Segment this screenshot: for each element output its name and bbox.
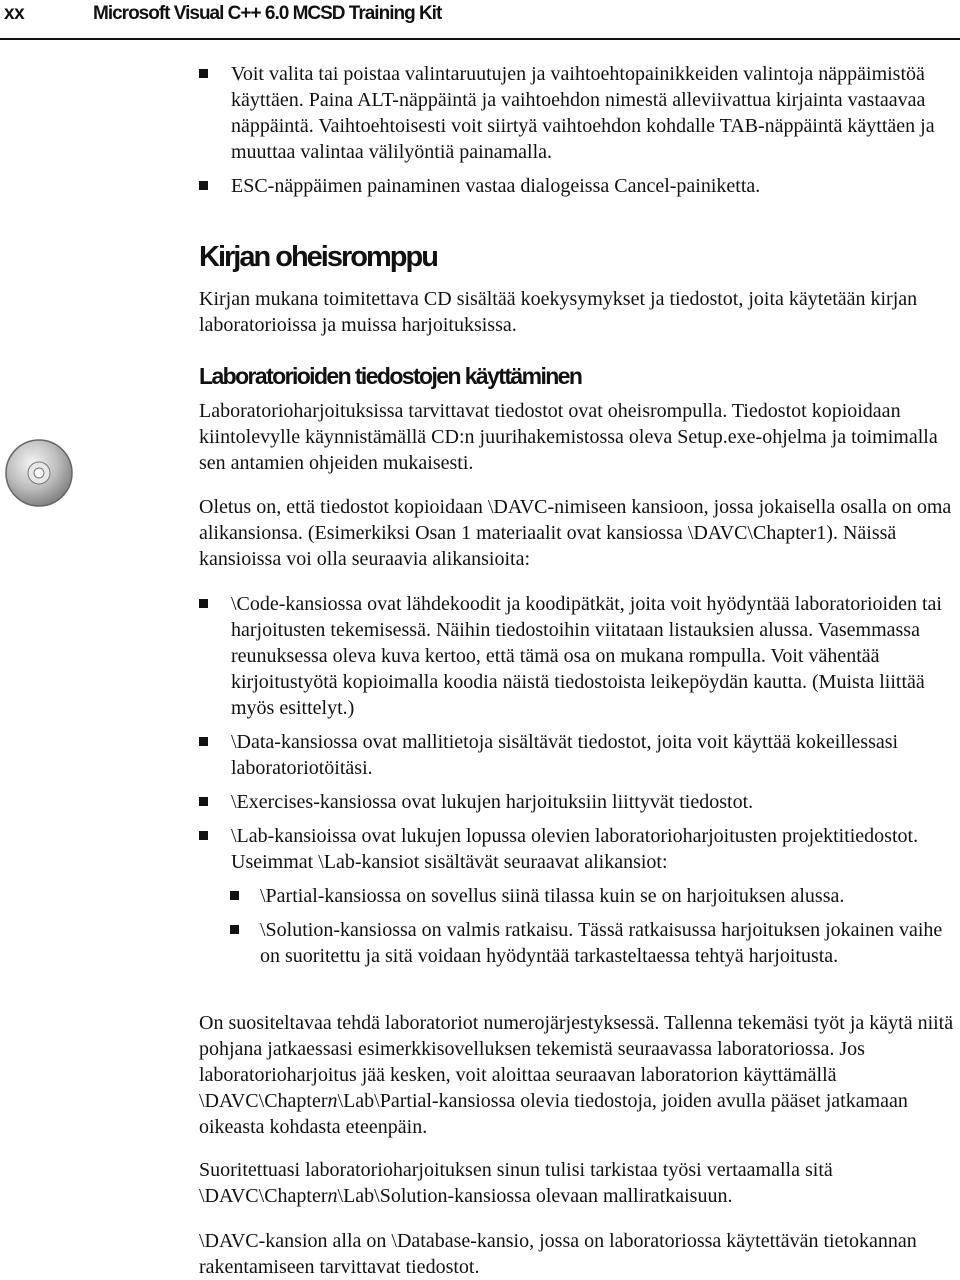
section-heading: Kirjan oheisromppu [199,241,437,273]
list-item-text: Voit valita tai poistaa valintaruutujen ja vaihtoehtopainikkeiden valintoja näppäimistöä käyttäen. Paina ALT-näppäintä ja vaihtoehdon nimestä alleviivattua kirjainta vastaavaa näppäintä. Vaihtoehtoisesti voit siirtyä vaihtoehdon kohdalle TAB-näppäintä käyttäen ja muuttaa valintaa välilyöntiä painamalla. [231,63,935,163]
list-item [199,789,959,815]
paragraph-database-folder: \DAVC-kansion alla on \Database-kansio, jossa on laboratoriossa käytettävän tietokannan rakentamiseen tarvittavat tiedostot. [199,1230,917,1278]
bullet-square-icon [199,797,208,806]
book-title: Microsoft Visual C++ 6.0 MCSD Training Kit [93,3,442,24]
sub-list-item-text: \Partial-kansiossa on sovellus siinä tilassa kuin se on harjoituksen alussa. [260,885,845,907]
folder-bullet-list [199,591,959,969]
list-item-text: \Code-kansiossa ovat lähdekoodit ja koodipätkät, joita voit hyödyntää laboratorioiden tai harjoitusten tekemisessä. Näihin tiedostoihin viitataan listauksien alussa. Vasemmassa reunuksessa oleva kuva kertoo, että tämä osa on mukana rompulla. Voit vähentää kirjoitustyötä kopioimalla koodia näistä tiedostoista leikepöydän kautta. (Muista liittää myös esittelyt.) [231,593,942,719]
intro-bullet-list [199,61,959,199]
list-item [199,729,959,781]
paragraph-compare-solution: Suoritettuasi laboratorioharjoituksen sinun tulisi tarkistaa työsi vertaamalla sitä \DAVC\Chaptern\Lab\Solution-kansiossa olevaan malliratkaisuun. [199,1159,833,1207]
cd-icon [4,438,74,508]
bullet-square-icon [199,599,208,608]
sub-list-item [199,883,959,909]
sub-list-item-text: \Solution-kansiossa on valmis ratkaisu. Tässä ratkaisussa harjoituksen jokainen vaihe on suoritettu ja sitä voidaan hyödyntää tarkasteltaessa tehtyä harjoitusta. [260,919,943,967]
page-header [0,0,960,40]
list-item [199,61,959,165]
paragraph-lab-order: On suositeltavaa tehdä laboratoriot numerojärjestyksessä. Tallenna tekemäsi työt ja käytä niitä pohjana jatkaessasi esimerkkisovelluksen tekemistä seuraavassa laboratoriossa. Jos laboratorioharjoitus jää kesken, voit aloittaa seuraavan laboratorion käyttämällä \DAVC\Chaptern\Lab\Partial-kansiossa olevia tiedostoja, joiden avulla pääset jatkamaan oikeasta kohdasta eteenpäin. [199,1012,954,1138]
list-item-text: ESC-näppäimen painaminen vastaa dialogeissa Cancel-painiketta. [231,175,761,197]
bullet-square-icon [230,925,239,934]
page-number: xx [4,3,25,24]
list-item-text: \Exercises-kansiossa ovat lukujen harjoituksiin liittyvät tiedostot. [231,791,754,813]
list-item-text: \Data-kansiossa ovat mallitietoja sisältävät tiedostot, joita voit käyttää kokeillessasi laboratoriotöitäsi. [231,731,899,779]
list-item-text: \Lab-kansioissa ovat lukujen lopussa olevien laboratorioharjoitusten projektitiedostot. Useimmat \Lab-kansiot sisältävät seuraavat alikansiot: [231,825,919,873]
sub-list-item [199,917,959,969]
bullet-square-icon [199,181,208,190]
bullet-square-icon [199,737,208,746]
paragraph-default-folder: Oletus on, että tiedostot kopioidaan \DAVC-nimiseen kansioon, jossa jokaisella osalla on oma alikansionsa. (Esimerkiksi Osan 1 materiaalit ovat kansiossa \DAVC\Chapter1). Näissä kansioissa voi olla seuraavia alikansioita: [199,496,952,570]
subsection-heading: Laboratorioiden tiedostojen käyttäminen [199,363,582,389]
list-item [199,823,959,875]
list-item [199,173,959,199]
bullet-square-icon [199,69,208,78]
bullet-square-icon [199,831,208,840]
section-paragraph: Kirjan mukana toimitettava CD sisältää koekysymykset ja tiedostot, joita käytetään kirjan laboratorioissa ja muissa harjoituksissa. [199,288,918,336]
paragraph-files-on-cd: Laboratorioharjoituksissa tarvittavat tiedostot ovat oheisrompulla. Tiedostot kopioidaan kiintolevylle käynnistämällä CD:n juurihakemistossa oleva Setup.exe-ohjelma ja toimimalla sen antamien ohjeiden mukaisesti. [199,400,938,474]
bullet-square-icon [230,891,239,900]
list-item [199,591,959,721]
